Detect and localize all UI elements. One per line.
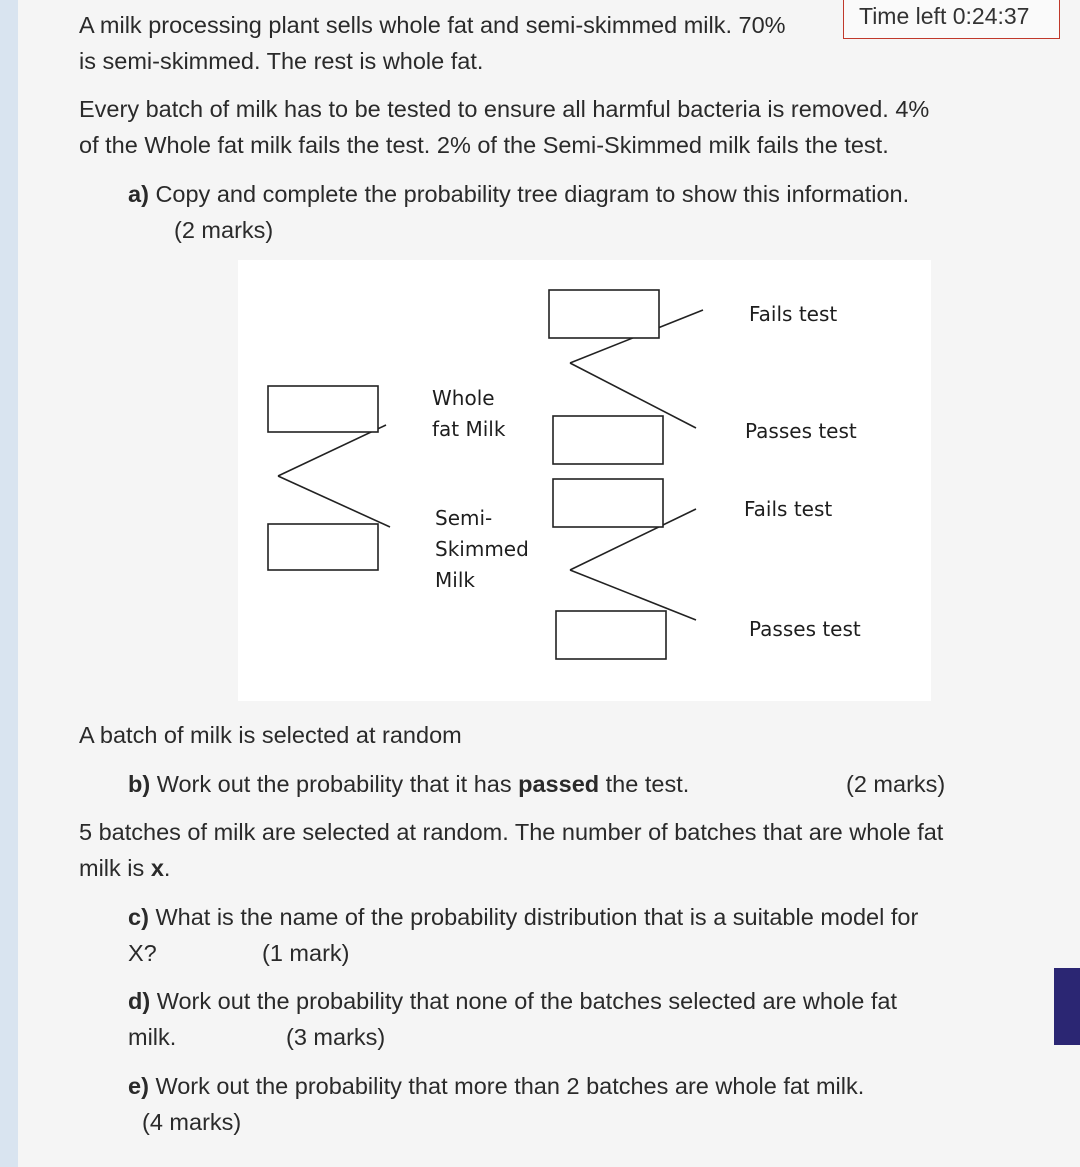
prob-box-semi-skimmed[interactable] [268,524,378,570]
five-batches-line-1: 5 batches of milk are selected at random. The number of batches that are whole fat [79,819,944,845]
part-b-text-before: Work out the probability that it has [156,771,512,797]
label-whole-fat-line-1: Whole [432,386,495,410]
part-e-label: e) [128,1073,149,1099]
part-d-label: d) [128,988,151,1014]
part-d-marks: (3 marks) [286,1024,386,1050]
label-semi-skimmed-milk [435,503,529,596]
branch-semi-skimmed-line [278,476,390,527]
label-whole-fat-milk [432,383,505,445]
part-b-label: b) [128,771,151,797]
part-d-line-1: Work out the probability that none of the batches selected are whole fat [156,988,897,1014]
five-batches-line-2-before: milk is [79,855,145,881]
label-fails-test-2: Fails test [744,497,833,521]
part-a-label: a) [128,181,149,207]
part-c-label: c) [128,904,149,930]
time-left-timer: Time left 0:24:37 [843,0,1060,39]
part-c-question [128,899,918,935]
prob-box-whole-passes[interactable] [553,416,663,464]
label-whole-fat-line-2: fat Milk [432,417,506,441]
label-semi-skimmed-line-1: Semi- [435,506,493,530]
label-semi-skimmed-line-2: Skimmed [435,537,529,561]
label-passes-test-1: Passes test [745,419,857,443]
part-b-question [128,766,689,802]
variable-x: x [150,855,164,881]
part-c-line-2: X? [128,940,157,966]
part-a-question [128,176,909,212]
label-passes-test-2: Passes test [749,617,861,641]
part-d-line-2: milk. [128,1024,177,1050]
part-e-line-1: Work out the probability that more than 2 batches are whole fat milk. [155,1073,865,1099]
testing-line-2: of the Whole fat milk fails the test. 2% of the Semi-Skimmed milk fails the test. [79,132,889,158]
label-semi-skimmed-line-3: Milk [435,568,475,592]
prob-box-semi-fails[interactable] [553,479,663,527]
part-b-marks: (2 marks) [846,771,946,797]
five-batches-line-2 [79,850,170,886]
part-a-marks: (2 marks) [174,217,274,243]
prob-box-semi-passes[interactable] [556,611,666,659]
probability-tree-diagram [238,260,931,701]
intro-line-2: is semi-skimmed. The rest is whole fat. [79,48,484,74]
part-e-question [128,1068,864,1104]
selection-text: A batch of milk is selected at random [79,722,462,748]
prob-box-whole-fails[interactable] [549,290,659,338]
part-b-text-bold: passed [518,771,600,797]
scrollbar-thumb[interactable] [1054,968,1080,1045]
five-batches-line-2-after: . [163,855,171,881]
intro-line-1: A milk processing plant sells whole fat and semi-skimmed milk. 70% [79,12,786,38]
part-d-question [128,983,897,1019]
part-b-text-after: the test. [605,771,690,797]
label-fails-test-1: Fails test [749,302,838,326]
part-c-line-1: What is the name of the probability distribution that is a suitable model for [155,904,919,930]
part-a-text: Copy and complete the probability tree diagram to show this information. [155,181,910,207]
page-left-strip [0,0,18,1167]
part-c-marks: (1 mark) [262,940,350,966]
prob-box-whole-fat[interactable] [268,386,378,432]
testing-line-1: Every batch of milk has to be tested to ensure all harmful bacteria is removed. 4% [79,96,930,122]
part-e-marks: (4 marks) [142,1109,242,1135]
